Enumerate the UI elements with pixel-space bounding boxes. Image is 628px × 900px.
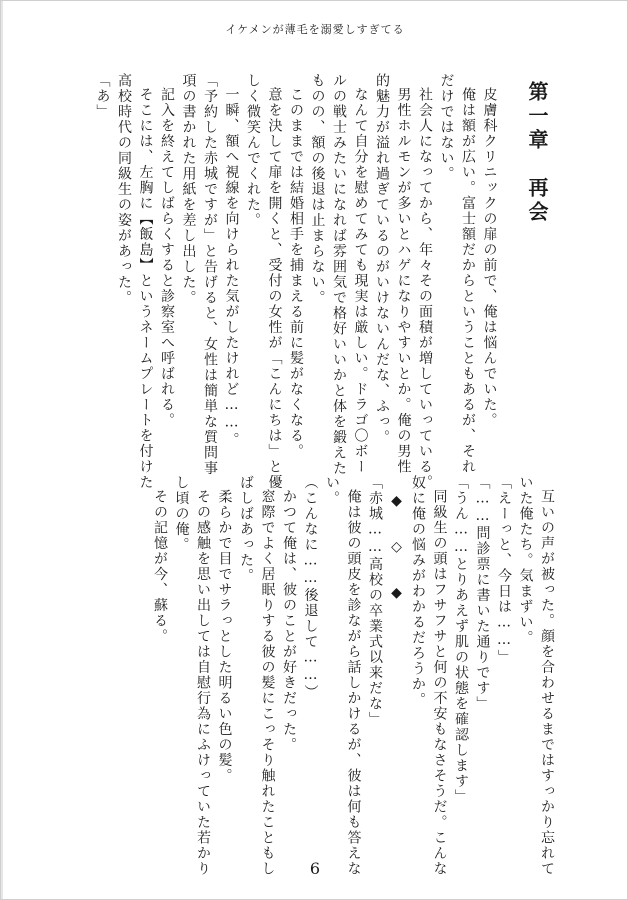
thought-line: （こんなに……後退して……）	[302, 475, 319, 700]
text-line: 窓際でよく居眠りする彼の髪にこっそり触れたこともし	[259, 489, 276, 877]
text-line: 俺は彼の頭皮を診ながら話しかけるが、彼は何も答えな	[345, 489, 362, 877]
text-line: 社会人になってから、年々その面積が増していっている。	[417, 87, 433, 490]
text-line: しく微笑んでくれた。	[245, 73, 261, 228]
dialogue-line: 「赤城……高校の卒業式以来だな」	[367, 475, 383, 727]
lower-text-block	[149, 475, 558, 877]
text-line: し頃の俺。	[173, 475, 190, 553]
dialogue-line: 「あ」	[94, 73, 111, 120]
text-line: 的魅力が溢れ過ぎているのがいけないんだな、ふっ。	[374, 73, 390, 445]
chapter-title: 第一章 再会	[525, 81, 549, 225]
text-line: このままでは結婚相手を捕まえる前に髪がなくなる。	[288, 87, 304, 459]
dialogue-line: 「えーっと、今日は……」	[496, 475, 512, 665]
dialogue-line: 「……問診票に書いた通りです」	[474, 475, 491, 712]
text-line: 同級生の頭はフサフサと何の不安もなさそうだ。こんな	[431, 489, 448, 877]
text-line: だけではない。	[438, 73, 455, 182]
text-line: なんて自分を慰めてみても現実は厳しい。ドラゴ〇ボー	[352, 87, 369, 475]
text-line: 記入を終えてしばらくすると診察室へ呼ばれる。	[159, 87, 175, 428]
text-line: 皮膚科クリニックの扉の前で、俺は悩んでいた。	[481, 87, 498, 428]
text-line: かつて俺は、彼のことが好きだった。	[281, 489, 297, 753]
text-line: ものの、額の後退は止まらない。	[309, 73, 326, 306]
text-line: 俺は額が広い。富士額だからということもあるが、それ	[460, 87, 476, 475]
text-line: 柔らかで目でサラっとした明るい色の髪。	[216, 489, 233, 784]
text-line: 男性ホルモンが多いとハゲになりやすいとか。俺の男性	[395, 87, 412, 475]
text-line: その感触を思い出しては自慰行為にふけっていた若かり	[195, 489, 211, 877]
text-line: い。	[324, 475, 340, 506]
upper-text-block	[91, 73, 567, 490]
text-line: 意を決して扉を開くと、受付の女性が「こんにちは」と優	[266, 87, 283, 490]
text-line: いた俺たち。気まずい。	[517, 475, 534, 646]
dialogue-line: 「予約した赤城ですが」と告げると、女性は簡単な質問事	[202, 73, 218, 476]
text-line: 項の書かれた用紙を差し出した。	[180, 73, 197, 306]
text-line: 高校時代の同級生の姿があった。	[116, 73, 132, 306]
text-line: そこには、左胸に【飯島】というネームプレートを付けた	[137, 87, 154, 490]
dialogue-line: 「うん……とりあえず肌の状態を確認します」	[453, 475, 469, 805]
text-line: その記憶が今、蘇る。	[152, 489, 168, 644]
text-line: ばしばあった。	[238, 475, 254, 584]
text-line: 一瞬、額へ視線を向けられた気がしたけれど……。	[223, 87, 240, 448]
page-number: 6	[309, 859, 321, 878]
text-line: 奴に俺の悩みがわかるだろうか。	[410, 475, 426, 708]
text-line: ルの戦士みたいになれば雰囲気で格好いいかと体を鍛えた	[331, 73, 347, 476]
running-header: イケメンが薄毛を溺愛しすぎてる	[225, 23, 405, 36]
text-line: 互いの声が被った。顔を合わせるまではすっかり忘れて	[539, 489, 555, 877]
scene-separator: ◆ ◇ ◆	[388, 493, 405, 609]
